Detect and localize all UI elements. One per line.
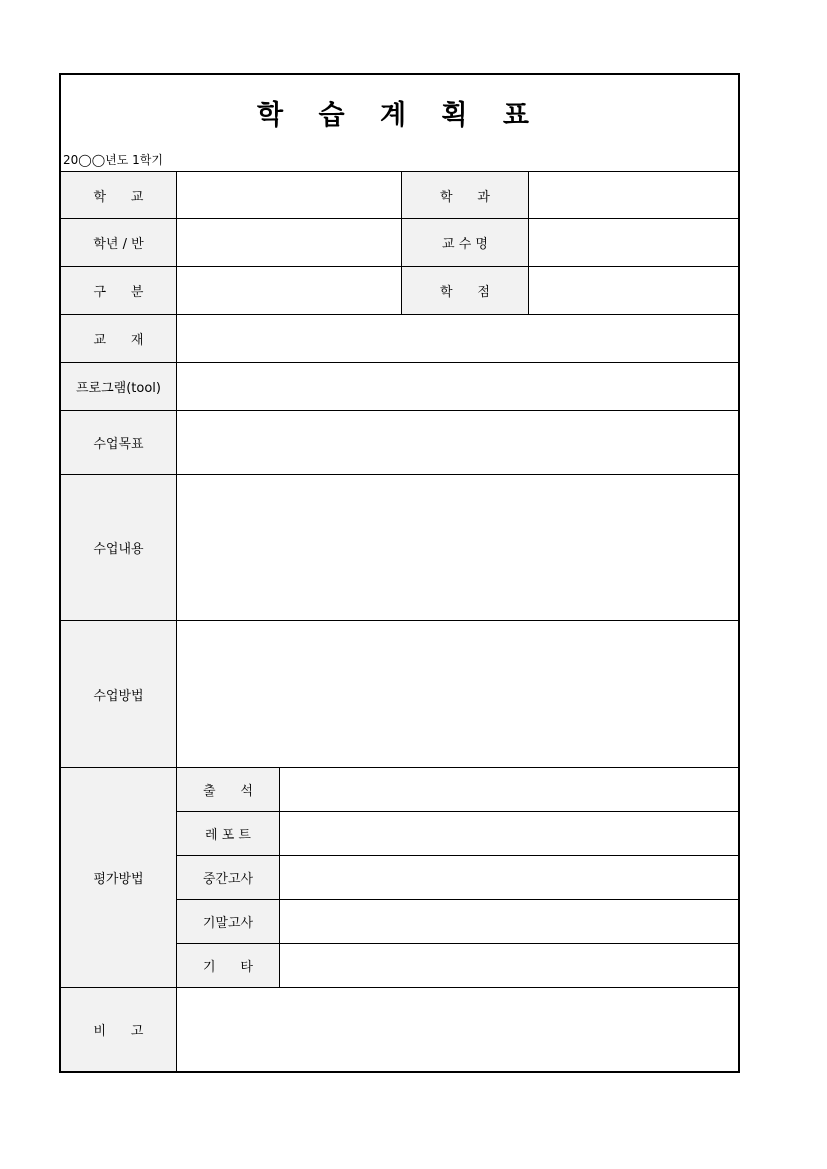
- evaluation-label: 평가방법: [61, 768, 177, 988]
- professor-label: 교 수 명: [402, 219, 529, 267]
- remarks-label: 비 고: [61, 988, 177, 1071]
- eval-other-field[interactable]: [280, 944, 738, 988]
- program-label: 프로그램(tool): [61, 363, 177, 411]
- category-field[interactable]: [177, 267, 402, 315]
- professor-field[interactable]: [529, 219, 738, 267]
- content-field[interactable]: [177, 475, 738, 621]
- eval-report-field[interactable]: [280, 812, 738, 856]
- method-label: 수업방법: [61, 621, 177, 768]
- objective-field[interactable]: [177, 411, 738, 475]
- grade-class-field[interactable]: [177, 219, 402, 267]
- school-label: 학 교: [61, 171, 177, 219]
- eval-attendance-field[interactable]: [280, 768, 738, 812]
- term-label: 20◯◯년도 1학기: [63, 153, 163, 167]
- program-field[interactable]: [177, 363, 738, 411]
- eval-report-label: 레 포 트: [177, 812, 280, 856]
- eval-midterm-label: 중간고사: [177, 856, 280, 900]
- credits-label: 학 점: [402, 267, 529, 315]
- objective-label: 수업목표: [61, 411, 177, 475]
- eval-final-label: 기말고사: [177, 900, 280, 944]
- eval-midterm-field[interactable]: [280, 856, 738, 900]
- eval-other-label: 기 타: [177, 944, 280, 988]
- textbook-label: 교 재: [61, 315, 177, 363]
- content-label: 수업내용: [61, 475, 177, 621]
- department-label: 학 과: [402, 171, 529, 219]
- method-field[interactable]: [177, 621, 738, 768]
- eval-attendance-label: 출 석: [177, 768, 280, 812]
- category-label: 구 분: [61, 267, 177, 315]
- grade-class-label: 학년 / 반: [61, 219, 177, 267]
- department-field[interactable]: [529, 171, 738, 219]
- form-title: 학 습 계 획 표: [256, 100, 542, 131]
- remarks-field[interactable]: [177, 988, 738, 1071]
- study-plan-form: [59, 73, 740, 1073]
- eval-final-field[interactable]: [280, 900, 738, 944]
- credits-field[interactable]: [529, 267, 738, 315]
- school-field[interactable]: [177, 171, 402, 219]
- textbook-field[interactable]: [177, 315, 738, 363]
